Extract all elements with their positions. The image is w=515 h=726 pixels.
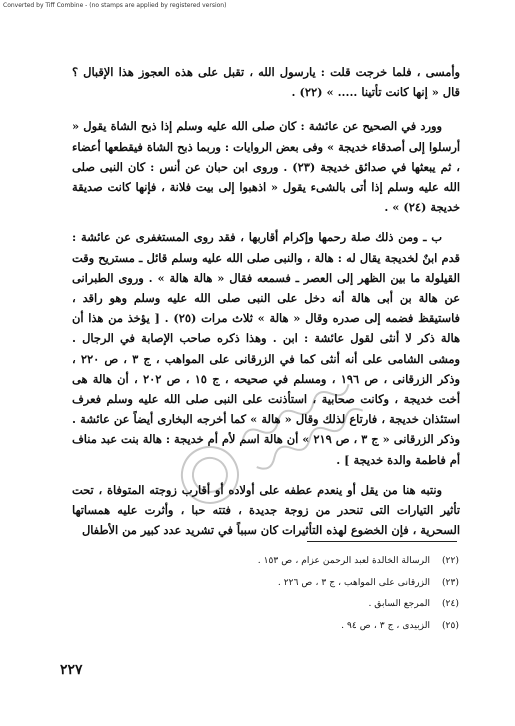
page-number: ٢٢٧ <box>60 662 83 678</box>
paragraph-4: ونتبه هنا من يقل أو ينعدم عطفه على أولاده أو أقارب زوجته المتوفاة ، تحت تأثير التيارات التى تنحدر من زوجة جديدة ، فتته حبا ، وأثرت عليه همساتها السحرية ، فإن الخضوع لهذه التأثيرات كان سبباً في تشريد عدد كبير من الأطفال <box>72 482 460 538</box>
footnote-25 <box>79 615 459 637</box>
footnote-text: الرسالة الخالدة لعبد الرحمن عزام ، ص ١٥٣ . <box>257 555 431 566</box>
page-body <box>72 62 460 546</box>
footnote-text: الزبيدى ، ج ٣ ، ص ٩٤ . <box>341 619 431 631</box>
footnote-23 <box>79 572 459 594</box>
footnote-number: (٢٢) <box>441 555 459 566</box>
footnote-24 <box>79 593 459 615</box>
footnote-number: (٢٤) <box>441 598 459 609</box>
footnote-22 <box>79 550 459 572</box>
paragraph-3: ب ـ ومن ذلك صلة رحمها وإكرام أقاربها ، فقد روى المستغفرى عن عائشة : قدم ابنٌ لخديجة يقال له : هالة ، والنبى صلى الله عليه وسلم قائل ـ مستريح وقت القيلولة ما بين الظهر إلى العصر ـ فسمعه فقال « هالة هالة » . وروى الطبرانى عن هالة بن أبى هالة أنه دخل على النبى صلى الله عليه وسلم وهو راقد ، فاستيقظ فضمه إلى صدره وقال « هالة » ثلاث مرات (٢٥) . [ يؤخذ من هذا أن هالة ذكر لا أنثى لقول عائشة : ابن . وهذا ذكره صاحب الإصابة في الرجال . ومشى الشامى على أنه أنثى كما في الزرقانى على المواهب ، ج ٣ ، ص ٢٢٠ ، وذكر الزرقانى ، ص ١٩٦ ، ومسلم في صحيحه ، ج ١٥ ، ص ٢٠٢ ، أن هالة هى أخت خديجة ، وكانت صحابية ، استأذنت على النبى صلى الله عليه وسلم فعرف استئذان خديجة ، فارتاع لذلك وقال « هالة » كما أخرجه البخارى أيضاً عن عائشة . وذكر الزرقانى « ج ٣ ، ص ٢١٩ » أن هالة اسم لأم أم خديجة : هالة بنت عبد مناف أم فاطمة والدة خديجة ] . <box>72 230 461 467</box>
paragraph-1: وأمسى ، فلما خرجت قلت : يارسول الله ، تقبل على هذه العجوز هذا الإقبال ؟ قال « إنها كانت تأتينا ..... » (٢٢) . <box>72 65 460 100</box>
footnotes <box>79 550 459 636</box>
footnote-number: (٢٥) <box>441 619 459 631</box>
footnote-separator <box>307 541 457 542</box>
footnote-number: (٢٣) <box>441 576 459 588</box>
paragraph-2: وورد في الصحيح عن عائشة : كان صلى الله عليه وسلم إذا ذبح الشاة يقول « أرسلوا إلى أصدقاء خديجة » وفى بعض الروايات : وربما ذبح الشاة فيقطعها أعضاء ، ثم يبعثها في صدائق خديجة (٢٣) . وروى ابن حبان عن أنس : كان النبى صلى الله عليه وسلم إذا أتى بالشىء يقول « اذهبوا إلى بيت فلانة ، فإنها كانت صديقة خديجة (٢٤) » . <box>72 119 460 215</box>
footnote-text: المرجع السابق . <box>368 598 431 609</box>
footnote-text: الزرقانى على المواهب ، ج ٣ ، ص ٢٢٦ . <box>277 576 431 588</box>
converter-banner: Converted by Tiff Combine - (no stamps are applied by registered version) <box>3 2 227 9</box>
